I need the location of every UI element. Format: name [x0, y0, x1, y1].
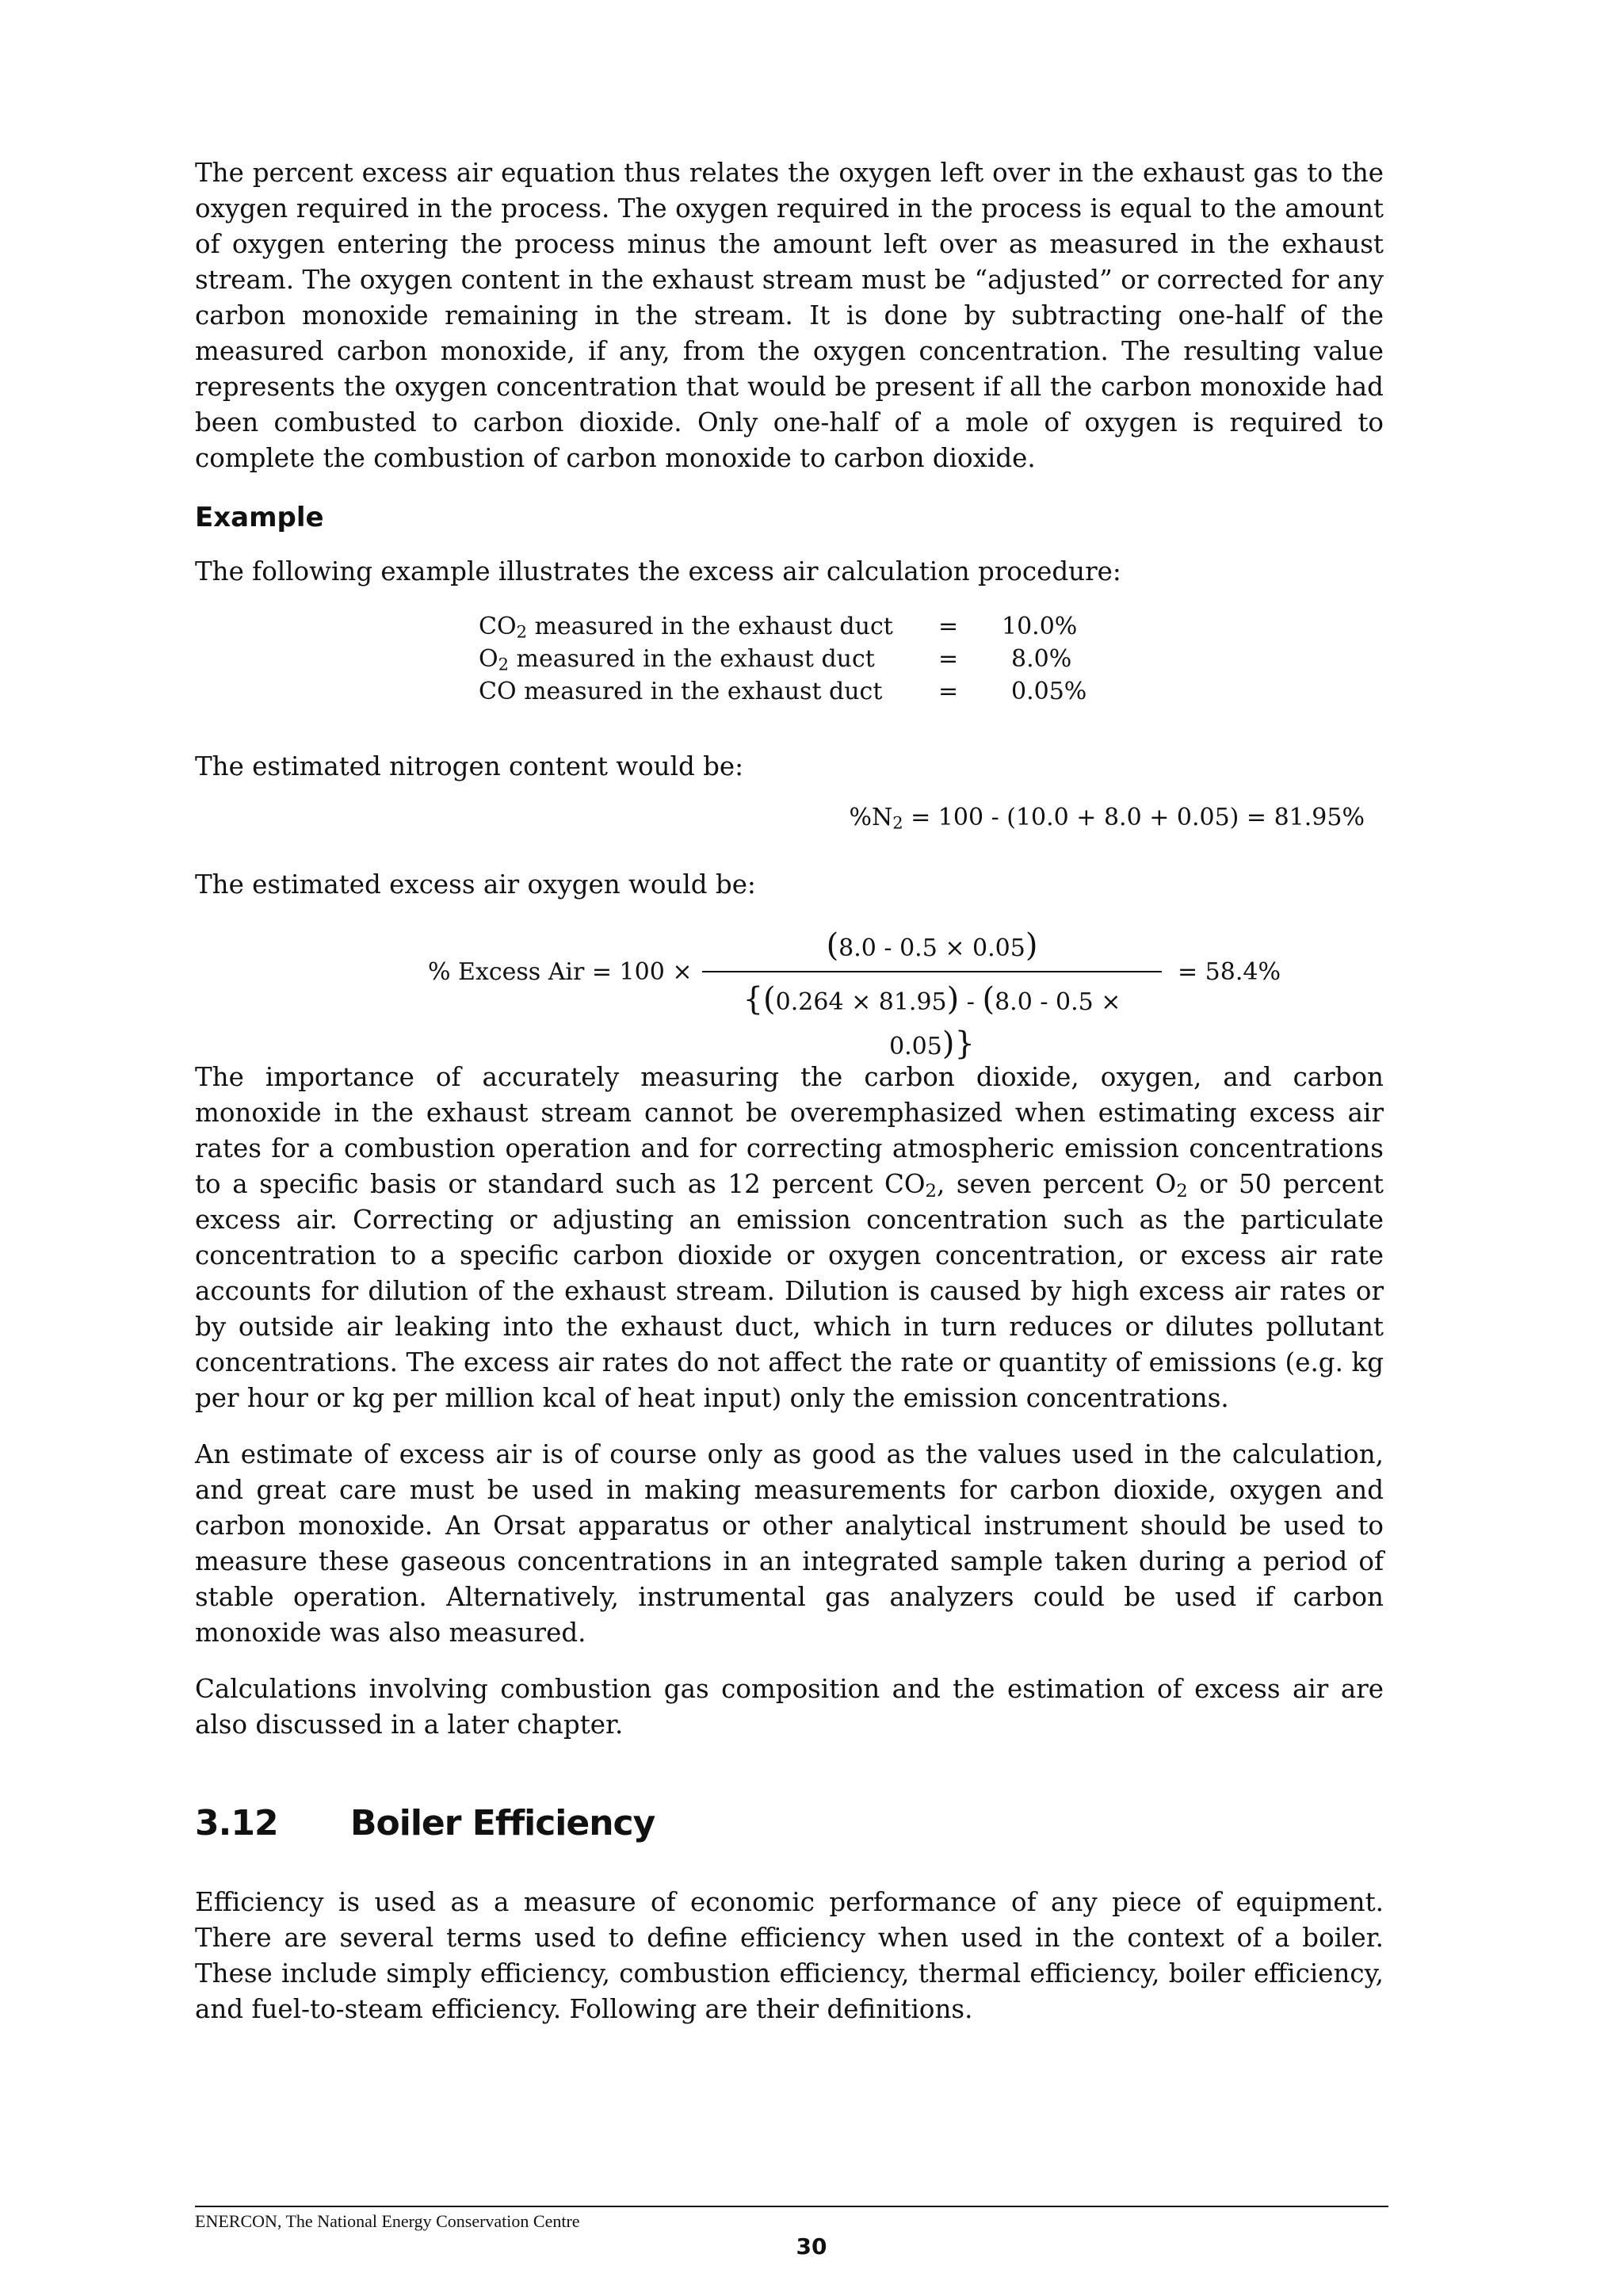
page-number: 30: [796, 2233, 827, 2260]
formula-numerator: (8.0 - 0.5 × 0.05): [826, 927, 1038, 964]
measurement-equals: =: [938, 613, 959, 640]
formula-lhs: % Excess Air = 100 ×: [428, 958, 693, 986]
section-number: 3.12: [195, 1803, 278, 1843]
fraction-bar: [702, 971, 1162, 972]
measurement-label: CO measured in the exhaust duct: [479, 678, 883, 705]
section-heading: [195, 1803, 1384, 1843]
measurement-equals: =: [938, 678, 959, 705]
example-heading: Example: [195, 502, 324, 533]
measurement-value: 10.0%: [1002, 613, 1078, 640]
paragraph-calculations: Calculations involving combustion gas composition and the estimation of excess air are also discussed in a later chapter.: [195, 1674, 1384, 1740]
excess-air-formula: [195, 925, 1384, 1062]
measurement-row-co: [479, 675, 1384, 708]
paragraph-oxygen-intro: The estimated excess air oxygen would be:: [195, 869, 756, 900]
paragraph-efficiency: Efficiency is used as a measure of economic performance of any piece of equipment. There are several terms used to define efficiency when used in the context of a boiler. These include simply efficiency, combustion efficiency, thermal efficiency, boiler efficiency, and fuel-to-steam efficiency. Following are their definitions.: [195, 1887, 1384, 2024]
formula-fraction: [702, 925, 1162, 1068]
paragraph-estimate: An estimate of excess air is of course only as good as the values used in the calculation, and great care must be used in making measurements for carbon dioxide, oxygen and carbon monoxide. An Orsat apparatus or other analytical instrument should be used to measure these gaseous concentrations in an integrated sample taken during a period of stable operation. Alternatively, instrumental gas analyzers could be used if carbon monoxide was also measured.: [195, 1439, 1384, 1648]
measurements-table: [479, 610, 1384, 708]
nitrogen-equation: $\%N_2 = 100 - (10.0 + 8.0 + 0.05) = 81.95\%$: [849, 804, 1365, 833]
paragraph-example-intro: The following example illustrates the excess air calculation procedure:: [195, 556, 1121, 586]
measurement-label: $O_2$ measured in the exhaust duct: [479, 645, 875, 674]
measurement-value: 8.0%: [1011, 645, 1072, 673]
paragraph-nitrogen-intro: The estimated nitrogen content would be:: [195, 751, 744, 781]
measurement-equals: =: [938, 645, 959, 673]
measurement-label: $CO_2$ measured in the exhaust duct: [479, 613, 893, 642]
measurement-row-o2: [479, 643, 1384, 675]
paragraph-importance: The importance of accurately measuring the carbon dioxide, oxygen, and carbon monoxide in the exhaust stream cannot be overemphasized when estimating excess air rates for a combustion operation and for correcting atmospheric emission concentrations to a specific basis or standard such as 12 percent $CO_2$, seven percent $O_2$ or 50 percent excess air. Correcting or adjusting an emission concentration such as the particulate concentration to a specific carbon dioxide or oxygen concentration, or excess air rate accounts for dilution of the exhaust stream. Dilution is caused by high excess air rates or by outside air leaking into the exhaust duct, which in turn reduces or dilutes pollutant concentrations. The excess air rates do not affect the rate or quantity of emissions (e.g. kg per hour or kg per million kcal of heat input) only the emission concentrations.: [195, 1062, 1384, 1413]
footer-organization: ENERCON, The National Energy Conservation Centre: [195, 2211, 580, 2231]
document-page: [195, 155, 1384, 2027]
measurement-value: 0.05%: [1011, 678, 1087, 705]
paragraph-excess-air-equation: The percent excess air equation thus relates the oxygen left over in the exhaust gas to the oxygen required in the process. The oxygen required in the process is equal to the amount of oxygen entering the process minus the amount left over as measured in the exhaust stream. The oxygen content in the exhaust stream must be “adjusted” or corrected for any carbon monoxide remaining in the stream. It is done by subtracting one-half of the measured carbon monoxide, if any, from the oxygen concentration. The resulting value represents the oxygen concentration that would be present if all the carbon monoxide had been combusted to carbon dioxide. Only one-half of a mole of oxygen is required to complete the combustion of carbon monoxide to carbon dioxide.: [195, 158, 1384, 473]
formula-denominator: {(0.264 × 81.95) - (8.0 - 0.5 × 0.05)}: [743, 981, 1121, 1062]
section-title: Boiler Efficiency: [350, 1803, 655, 1843]
measurement-row-co2: [479, 610, 1384, 643]
formula-result: = 58.4%: [1178, 958, 1281, 986]
footer-rule: [195, 2206, 1388, 2207]
